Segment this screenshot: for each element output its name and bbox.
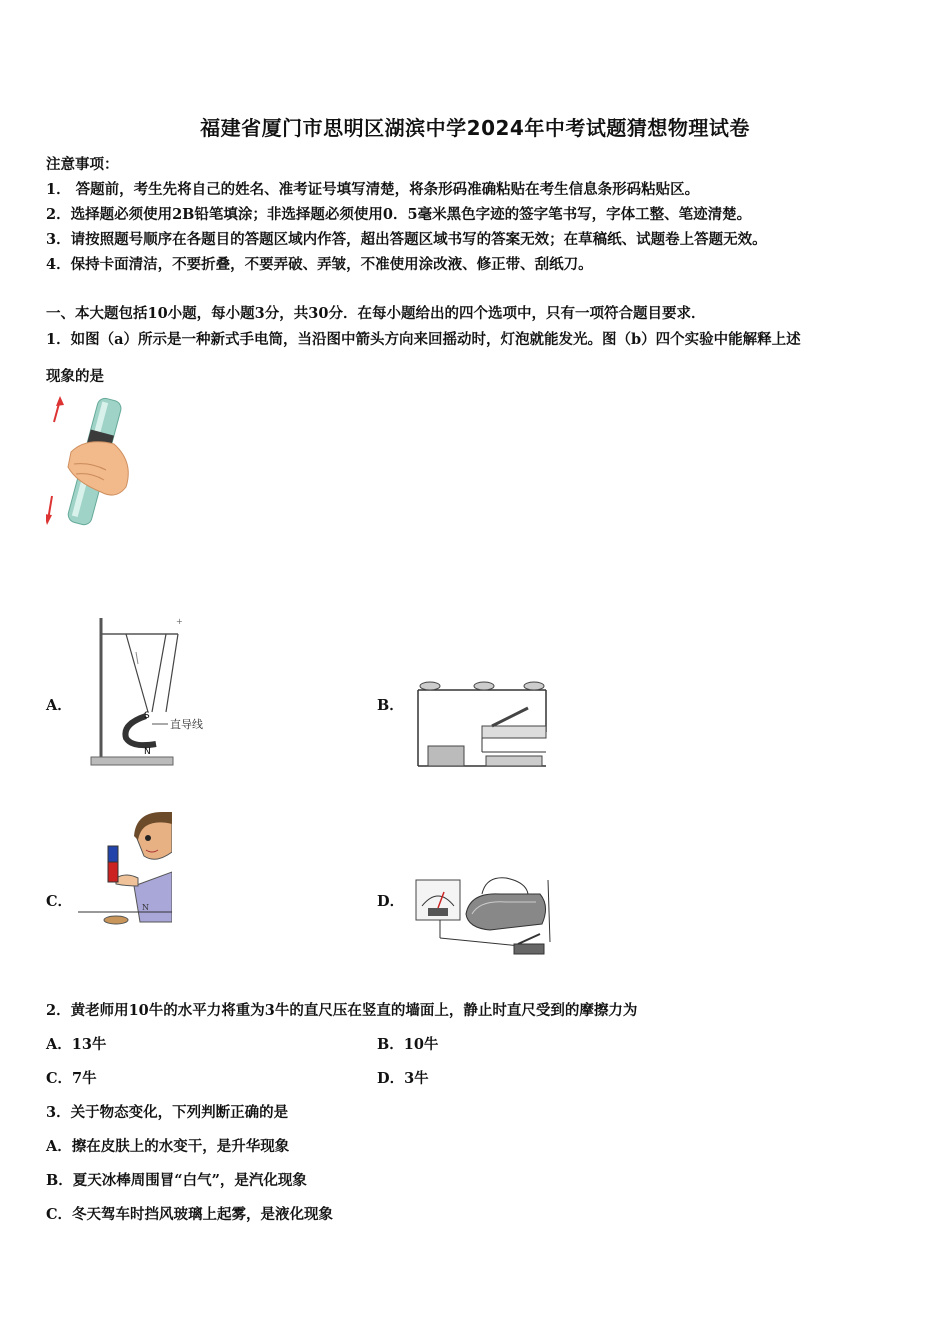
q2-option-a[interactable]: A．13牛 [46, 1036, 107, 1053]
notice-item-3: 3．请按照题号顺序在各题目的答题区域内作答，超出答题区域书写的答案无效；在草稿纸、试题卷上答题无效。 [46, 231, 767, 248]
q2-option-c[interactable]: C．7牛 [46, 1070, 97, 1087]
q1-stem-line1: 1．如图（a）所示是一种新式手电筒，当沿图中箭头方向来回摇动时，灯泡就能发光。图（b）四个实验中能解释上述 [46, 331, 801, 348]
q2-option-d[interactable]: D．3牛 [377, 1070, 429, 1087]
q2-option-b[interactable]: B．10牛 [377, 1036, 439, 1053]
notice-item-4: 4．保持卡面清洁，不要折叠，不要弄破、弄皱，不准使用涂改液、修正带、刮纸刀。 [46, 256, 593, 273]
q1-option-a-figure [86, 612, 216, 772]
flashlight-figure [46, 392, 141, 537]
q1-stem-line2: 现象的是 [46, 368, 104, 385]
q1-option-b-label[interactable]: B． [377, 697, 404, 714]
section-heading: 一、本大题包括10小题，每小题3分，共30分．在每小题给出的四个选项中，只有一项符合题目要求． [46, 305, 706, 322]
q1-option-c-label[interactable]: C． [46, 893, 73, 910]
page-title: 福建省厦门市思明区湖滨中学2024年中考试题猜想物理试卷 [200, 116, 750, 140]
q1-option-a-label[interactable]: A． [46, 697, 72, 714]
q3-stem: 3．关于物态变化，下列判断正确的是 [46, 1104, 289, 1121]
notice-item-2: 2．选择题必须使用2B铅笔填涂；非选择题必须使用0．5毫米黑色字迹的签字笔书写，字体工整、笔迹清楚。 [46, 206, 752, 223]
magnet-n-label: N [144, 747, 151, 757]
q1-option-c-figure [76, 812, 172, 930]
q2-stem: 2．黄老师用10牛的水平力将重为3牛的直尺压在竖直的墙面上，静止时直尺受到的摩擦力为 [46, 1002, 638, 1019]
svg-text:+: + [176, 617, 183, 626]
q3-option-b[interactable]: B．夏天冰棒周围冒“白气”，是汽化现象 [46, 1172, 307, 1189]
q1-option-d-figure [410, 872, 555, 960]
notice-item-1: 1． 答题前，考生先将自己的姓名、准考证号填写清楚，将条形码准确粘贴在考生信息条形码粘贴区。 [46, 181, 700, 198]
magnet-n-text: N [142, 903, 149, 912]
q3-option-a[interactable]: A．擦在皮肤上的水变干，是升华现象 [46, 1138, 290, 1155]
notice-heading: 注意事项： [46, 156, 119, 173]
q3-option-c[interactable]: C．冬天驾车时挡风玻璃上起雾，是液化现象 [46, 1206, 334, 1223]
magnet-s-label: S [144, 711, 150, 721]
wire-label: 直导线 [170, 718, 203, 731]
q1-option-b-figure [410, 668, 555, 774]
q1-option-d-label[interactable]: D． [377, 893, 405, 910]
